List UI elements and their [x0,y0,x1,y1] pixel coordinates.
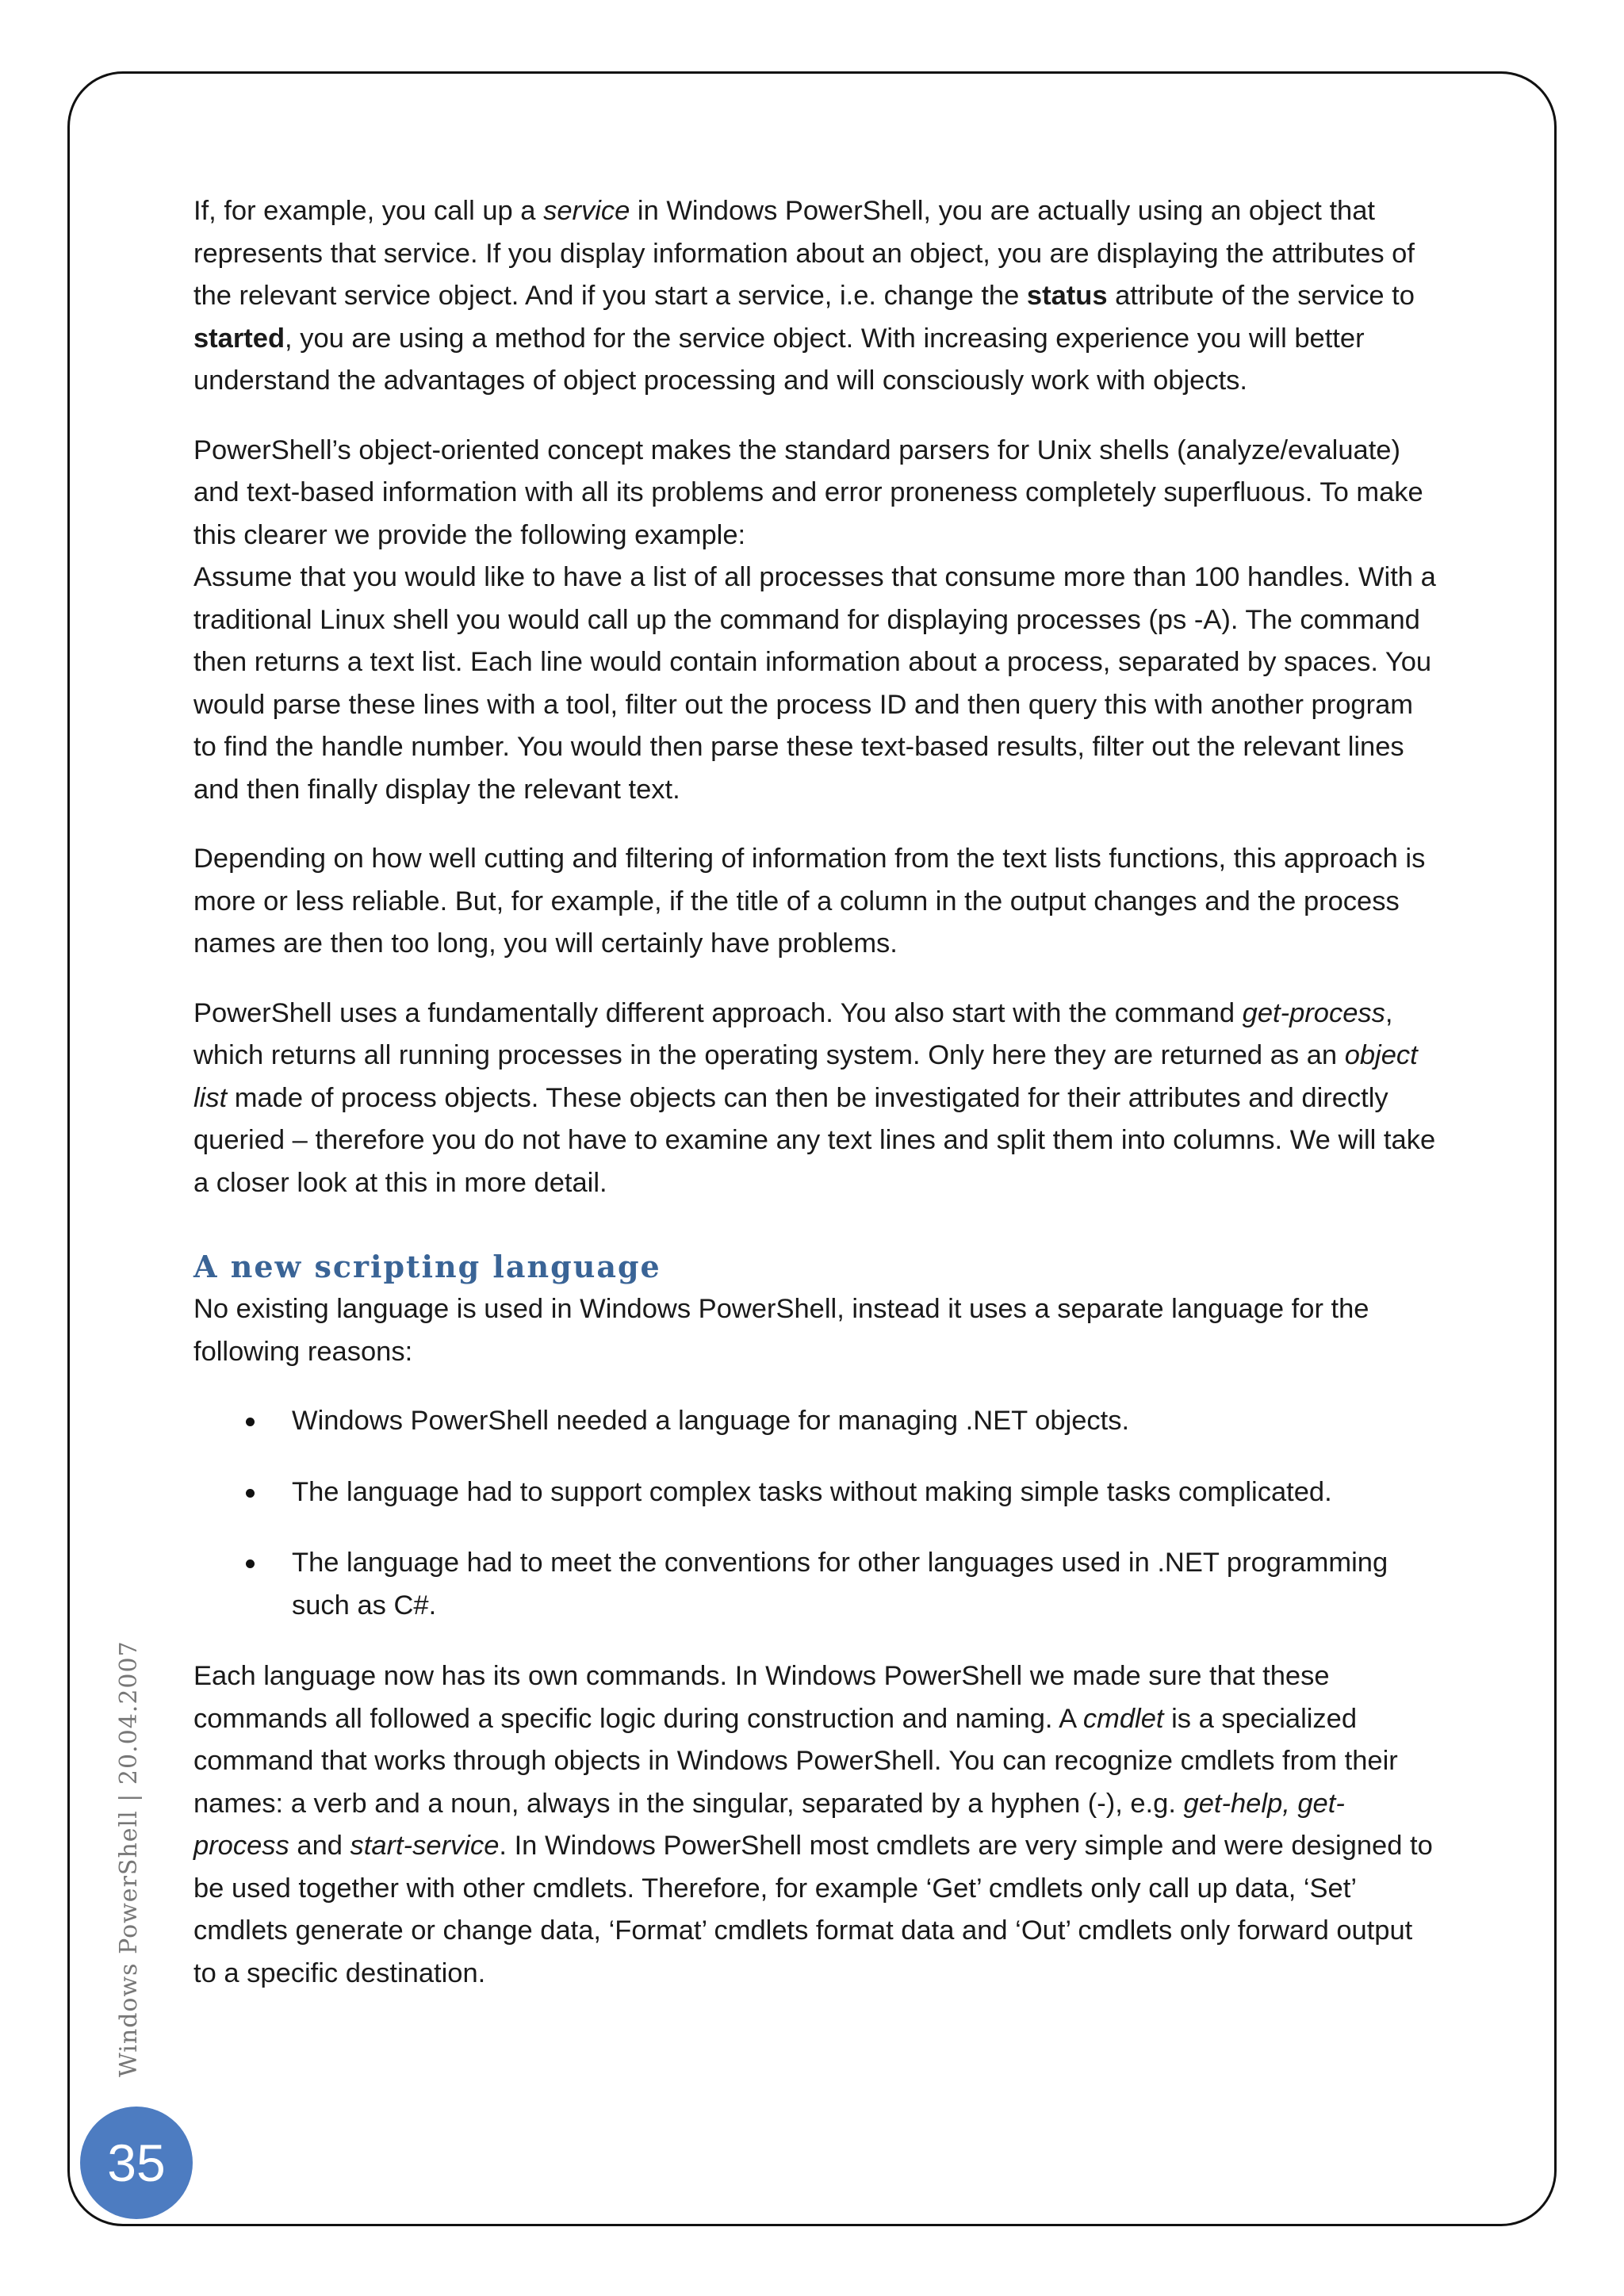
paragraph-different-approach: PowerShell uses a fundamentally different approach. You also start with the command get-process, which returns all running processes in the operating system. Only here they are returned as an object list made of process objects. These objects can then be investigated for their attributes and directly queried – therefore you do not have to examine any text lines and split them into columns. We will take a closer look at this in more detail. [193,997,1436,1198]
bullet-icon [246,1418,255,1426]
list-item: Windows PowerShell needed a language for managing .NET objects. [193,1400,1438,1443]
paragraph-object-concept: PowerShell’s object-oriented concept makes the standard parsers for Unix shells (analyze/evaluate) and text-based information with all its problems and error proneness completely superfluous. To make this clearer we provide the following example: [193,434,1423,550]
paragraph-service-object: If, for example, you call up a service in Windows PowerShell, you are actually using an object that represents that service. If you display information about an object, you are displaying the attributes of the relevant service object. And if you start a service, i.e. change the status attribute of the service to started, you are using a method for the service object. With increasing experience you will better understand the advantages of object processing and will consciously work with objects. [193,196,1415,396]
term-cmdlet: cmdlet [1082,1703,1164,1734]
paragraph-linux-example: Assume that you would like to have a list of all processes that consume more than 100 handles. With a traditional Linux shell you would call up the command for displaying processes (ps -A). The command then returns a text list. Each line would contain information about a process, separated by spaces. You would parse these lines with a tool, filter out the process ID and then query this with another program to find the handle number. You would then parse these text-based results, filter out the relevant lines and then finally display the relevant text. [193,562,1436,805]
term-service: service [543,196,630,226]
paragraph-cmdlets: Each language now has its own commands. In Windows PowerShell we made sure that these commands all followed a specific logic during construction and naming. A cmdlet is a specialized command that works through objects in Windows PowerShell. You can recognize cmdlets from their names: a verb and a noun, always in the singular, separated by a hyphen (-), e.g. get-help, get-process and start-service. In Windows PowerShell most cmdlets are very simple and were designed to be used together with other cmdlets. Therefore, for example ‘Get’ cmdlets only call up data, ‘Set’ cmdlets generate or change data, ‘Format’ cmdlets format data and ‘Out’ cmdlets only forward output to a specific destination. [193,1661,1433,1988]
side-label: Windows PowerShell | 20.04.2007 [115,1640,143,2077]
term-start-service: start-service [350,1831,500,1861]
list-item: The language had to support complex tasks without making simple tasks complicated. [193,1471,1438,1514]
term-get-process: get-process [1242,997,1385,1028]
paragraph-reliability: Depending on how well cutting and filtering of information from the text lists functions, this approach is more or less reliable. But, for example, if the title of a column in the output changes and the process names are then too long, you will certainly have problems. [193,844,1426,959]
term-started: started [193,323,285,354]
term-status: status [1026,281,1108,311]
page-content [193,190,1438,2022]
bullet-icon [246,1489,255,1498]
page-number: 35 [80,2107,193,2219]
section-heading: A new scripting language [193,1249,661,1284]
bullet-icon [246,1559,255,1568]
term-examples: get-help, get-process [193,1788,1345,1861]
reasons-list [193,1400,1438,1627]
list-item: The language had to meet the conventions for other languages used in .NET programming such as C#. [193,1542,1438,1627]
paragraph-reasons: No existing language is used in Windows PowerShell, instead it uses a separate language for the following reasons: [193,1294,1369,1367]
term-object-list: object list [193,1040,1418,1113]
